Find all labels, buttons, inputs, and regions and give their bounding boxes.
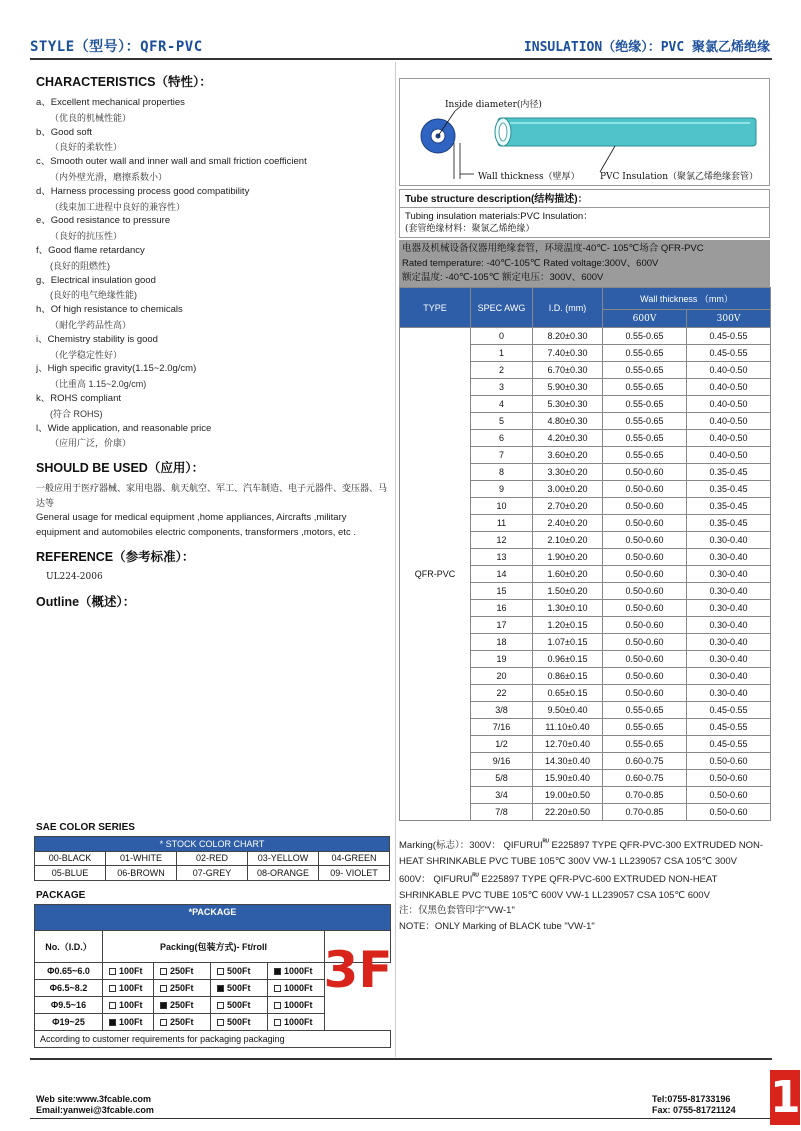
- cell-w300: 0.40-0.50: [687, 430, 771, 447]
- cell-w300: 0.45-0.55: [687, 328, 771, 345]
- cell-w300: 0.30-0.40: [687, 583, 771, 600]
- characteristic-item-cn: （化学稳定性好）: [50, 349, 123, 360]
- packing-option[interactable]: [211, 963, 268, 980]
- checked-box-icon[interactable]: [160, 1002, 167, 1009]
- cell-awg: 22: [471, 685, 533, 702]
- inside-diameter-label: Inside diameter(内径): [445, 100, 542, 110]
- packing-option-label: 100Ft: [119, 983, 143, 993]
- spec-table: [399, 287, 771, 821]
- characteristic-item: h、Of high resistance to chemicals: [36, 304, 183, 316]
- cell-id: 8.20±0.30: [533, 328, 603, 345]
- marking-note-en: NOTE：ONLY Marking of BLACK tube "VW-1": [399, 920, 595, 932]
- rating-line2: Rated temperature: -40℃-105℃ Rated voltage:300V、600V: [402, 257, 659, 269]
- color-cell: 03-YELLOW: [248, 851, 319, 866]
- page-number: 1: [770, 1072, 801, 1123]
- characteristic-item: l、Wide application, and reasonable price: [36, 422, 212, 434]
- footer-rule: [30, 1058, 772, 1060]
- color-chart-table: [34, 836, 390, 881]
- color-cell: 00-BLACK: [35, 851, 106, 866]
- id-range-cell: Φ0.65~6.0: [35, 963, 103, 980]
- outline-title: Outline（概述）：: [36, 595, 136, 609]
- characteristic-item-cn: （良好的抗压性）: [50, 231, 123, 242]
- package-row: [35, 1014, 391, 1031]
- packing-option[interactable]: [154, 980, 211, 997]
- reference-title: REFERENCE（参考标准）：: [36, 550, 195, 564]
- cell-w300: 0.50-0.60: [687, 787, 771, 804]
- cell-w600: 0.55-0.65: [603, 430, 687, 447]
- cell-id: 7.40±0.30: [533, 345, 603, 362]
- unchecked-box-icon[interactable]: [217, 968, 224, 975]
- packing-option[interactable]: [268, 980, 325, 997]
- cell-w600: 0.55-0.65: [603, 379, 687, 396]
- packing-option-label: 250Ft: [170, 983, 194, 993]
- tube-diagram: [399, 78, 770, 186]
- packing-option[interactable]: [154, 963, 211, 980]
- characteristic-item-cn: （耐化学药品性高）: [50, 319, 132, 330]
- cell-w300: 0.35-0.45: [687, 481, 771, 498]
- packing-option-label: 500Ft: [227, 1017, 251, 1027]
- packing-option-label: 100Ft: [119, 1000, 143, 1010]
- cell-awg: 10: [471, 498, 533, 515]
- cell-awg: 7/16: [471, 719, 533, 736]
- cell-w300: 0.50-0.60: [687, 770, 771, 787]
- cell-w600: 0.55-0.65: [603, 447, 687, 464]
- marking-block: [399, 835, 774, 934]
- cell-awg: 11: [471, 515, 533, 532]
- cell-id: 3.60±0.20: [533, 447, 603, 464]
- cell-w300: 0.50-0.60: [687, 753, 771, 770]
- packing-option-label: 250Ft: [170, 1000, 194, 1010]
- packing-option-label: 1000Ft: [284, 1000, 313, 1010]
- characteristic-item: a、Excellent mechanical properties: [36, 97, 185, 108]
- packing-option-label: 250Ft: [170, 1017, 194, 1027]
- packing-option[interactable]: [103, 963, 154, 980]
- cell-w600: 0.50-0.60: [603, 515, 687, 532]
- cell-awg: 20: [471, 668, 533, 685]
- characteristic-item-cn: (良好的电气绝缘性能): [50, 290, 137, 301]
- cell-w600: 0.50-0.60: [603, 685, 687, 702]
- packing-option-label: 1000Ft: [284, 966, 313, 976]
- unchecked-box-icon[interactable]: [217, 1002, 224, 1009]
- packing-option[interactable]: [211, 980, 268, 997]
- 3f-logo: [323, 935, 393, 999]
- color-cell: 01-WHITE: [106, 851, 177, 866]
- sae-color-title: SAE COLOR SERIES: [36, 822, 135, 833]
- telephone: Tel:0755-81733196: [652, 1094, 731, 1104]
- packing-option-label: 500Ft: [227, 1000, 251, 1010]
- cell-id: 4.80±0.30: [533, 413, 603, 430]
- characteristic-item-cn: (良好的阻燃性): [50, 260, 110, 271]
- ul-mark-icon: ᴿᵁ: [472, 873, 479, 881]
- logo-text: 3F: [323, 941, 393, 999]
- cell-w600: 0.50-0.60: [603, 600, 687, 617]
- col-600v: 600V: [603, 310, 687, 328]
- characteristic-item-cn: （线束加工进程中良好的兼容性）: [50, 201, 186, 212]
- color-cell: 05-BLUE: [35, 866, 106, 881]
- cell-w300: 0.35-0.45: [687, 515, 771, 532]
- cell-w300: 0.30-0.40: [687, 685, 771, 702]
- cell-w300: 0.45-0.55: [687, 719, 771, 736]
- col-wall: Wall thickness （mm）: [603, 288, 771, 310]
- characteristic-item-cn: （内外壁光滑，磨擦系数小）: [50, 171, 168, 182]
- color-cell: 06-BROWN: [106, 866, 177, 881]
- cell-w300: 0.40-0.50: [687, 396, 771, 413]
- unchecked-box-icon[interactable]: [274, 985, 281, 992]
- cell-id: 14.30±0.40: [533, 753, 603, 770]
- cell-awg: 18: [471, 634, 533, 651]
- cell-id: 0.86±0.15: [533, 668, 603, 685]
- cell-awg: 5/8: [471, 770, 533, 787]
- cell-awg: 6: [471, 430, 533, 447]
- cell-w300: 0.30-0.40: [687, 532, 771, 549]
- cell-w300: 0.35-0.45: [687, 498, 771, 515]
- cell-id: 4.20±0.30: [533, 430, 603, 447]
- color-cell: 07-GREY: [177, 866, 248, 881]
- cell-id: 15.90±0.40: [533, 770, 603, 787]
- cell-w600: 0.70-0.85: [603, 787, 687, 804]
- cell-awg: 16: [471, 600, 533, 617]
- cell-w600: 0.50-0.60: [603, 498, 687, 515]
- rating-line3: 额定温度: -40℃-105℃ 额定电压：300V、600V: [402, 272, 604, 283]
- cell-awg: 13: [471, 549, 533, 566]
- packing-option[interactable]: [154, 997, 211, 1014]
- structure-line2: (套管绝缘材料：聚氯乙烯绝缘）: [405, 224, 535, 234]
- reference-value: UL224-2006: [46, 572, 103, 582]
- checked-box-icon[interactable]: [109, 1019, 116, 1026]
- cell-id: 2.40±0.20: [533, 515, 603, 532]
- col-300v: 300V: [687, 310, 771, 328]
- cell-w300: 0.30-0.40: [687, 549, 771, 566]
- color-chart-title: * STOCK COLOR CHART: [35, 837, 390, 852]
- packing-option[interactable]: [268, 1014, 325, 1031]
- cell-awg: 3/4: [471, 787, 533, 804]
- table-row: [400, 328, 771, 345]
- cell-w600: 0.55-0.65: [603, 702, 687, 719]
- package-table-title: *PACKAGE: [35, 905, 391, 931]
- characteristic-item-cn: (符合 ROHS): [50, 408, 103, 419]
- cell-w600: 0.55-0.65: [603, 736, 687, 753]
- cell-w600: 0.50-0.60: [603, 549, 687, 566]
- cell-w300: 0.30-0.40: [687, 668, 771, 685]
- package-note: According to customer requirements for packaging packaging: [35, 1031, 391, 1048]
- characteristic-item-cn: （应用广泛，价康）: [50, 438, 132, 449]
- cell-id: 19.00±0.50: [533, 787, 603, 804]
- color-cell: 09- VIOLET: [319, 866, 390, 881]
- packing-option[interactable]: [103, 997, 154, 1014]
- cell-id: 22.20±0.50: [533, 804, 603, 821]
- cell-id: 0.65±0.15: [533, 685, 603, 702]
- footer-bottom-rule: [30, 1118, 772, 1119]
- header-rule: [30, 58, 772, 60]
- email[interactable]: Email:yanwei@3fcable.com: [36, 1105, 154, 1115]
- cell-w300: 0.50-0.60: [687, 804, 771, 821]
- unchecked-box-icon[interactable]: [274, 1002, 281, 1009]
- usage-en: General usage for medical equipment ,home appliances, Aircrafts ,military equipment and automobiles electric components, transformers ,motors, etc .: [36, 512, 356, 538]
- cell-w600: 0.50-0.60: [603, 651, 687, 668]
- cell-awg: 1/2: [471, 736, 533, 753]
- characteristic-item: c、Smooth outer wall and inner wall and small friction coefficient: [36, 156, 307, 168]
- cell-awg: 3: [471, 379, 533, 396]
- cell-w600: 0.60-0.75: [603, 770, 687, 787]
- cell-awg: 12: [471, 532, 533, 549]
- packing-option-label: 1000Ft: [284, 983, 313, 993]
- cell-id: 12.70±0.40: [533, 736, 603, 753]
- packing-option-label: 500Ft: [227, 983, 251, 993]
- cell-w600: 0.55-0.65: [603, 362, 687, 379]
- cell-awg: 9: [471, 481, 533, 498]
- cell-id: 1.60±0.20: [533, 566, 603, 583]
- unchecked-box-icon[interactable]: [109, 985, 116, 992]
- cell-w600: 0.55-0.65: [603, 719, 687, 736]
- packing-option[interactable]: [103, 1014, 154, 1031]
- cell-w600: 0.50-0.60: [603, 566, 687, 583]
- cell-id: 2.10±0.20: [533, 532, 603, 549]
- cell-w300: 0.40-0.50: [687, 362, 771, 379]
- cell-w300: 0.30-0.40: [687, 566, 771, 583]
- packing-option[interactable]: [211, 1014, 268, 1031]
- cell-awg: 0: [471, 328, 533, 345]
- column-divider: [395, 62, 396, 1057]
- cell-id: 5.30±0.30: [533, 396, 603, 413]
- style-title: STYLE（型号）：QFR-PVC: [30, 39, 203, 55]
- packing-option[interactable]: [103, 980, 154, 997]
- cell-awg: 15: [471, 583, 533, 600]
- packing-option-label: 1000Ft: [284, 1017, 313, 1027]
- cell-w600: 0.60-0.75: [603, 753, 687, 770]
- ul-mark-icon: ᴿᵁ: [542, 839, 549, 846]
- cell-w600: 0.50-0.60: [603, 617, 687, 634]
- packing-option[interactable]: [268, 963, 325, 980]
- packing-option-label: 100Ft: [119, 1017, 143, 1027]
- unchecked-box-icon[interactable]: [109, 1002, 116, 1009]
- cell-awg: 14: [471, 566, 533, 583]
- cell-id: 3.00±0.20: [533, 481, 603, 498]
- cell-w300: 0.40-0.50: [687, 379, 771, 396]
- insulation-title: INSULATION（绝缘）：PVC 聚氯乙烯绝缘: [523, 40, 770, 55]
- cell-w300: 0.30-0.40: [687, 600, 771, 617]
- packing-option-label: 100Ft: [119, 966, 143, 976]
- characteristics-list: [36, 96, 391, 451]
- structure-title: Tube structure description(结构描述)：: [400, 190, 769, 208]
- cell-id: 2.70±0.20: [533, 498, 603, 515]
- col-id: I.D. (mm): [533, 288, 603, 328]
- characteristic-item: j、High specific gravity(1.15~2.0g/cm): [36, 363, 197, 375]
- cell-w300: 0.40-0.50: [687, 413, 771, 430]
- usage-cn: 一般应用于医疗器械、家用电器、航天航空、军工、汽车制造、电子元器件、变压器、马达等: [36, 483, 388, 508]
- marking-600v: 600V： $QIFURUI^{ᴿᵁ}$ E225897 TYPE QFR-PVC-600 EXTRUDED NON-HEAT SHRINKABLE PVC TUBE 105℃ 600V VW-1 LL239057 CSA 105℃ 600V: [399, 873, 718, 901]
- color-cell: 04-GREEN: [319, 851, 390, 866]
- characteristic-item: i、Chemistry stability is good: [36, 333, 158, 345]
- cell-w300: 0.45-0.55: [687, 345, 771, 362]
- cell-id: 6.70±0.30: [533, 362, 603, 379]
- color-cell: 02-RED: [177, 851, 248, 866]
- cell-w300: 0.30-0.40: [687, 617, 771, 634]
- cell-awg: 5: [471, 413, 533, 430]
- cell-awg: 17: [471, 617, 533, 634]
- characteristic-item-cn: （优良的机械性能）: [50, 112, 132, 123]
- unchecked-box-icon[interactable]: [160, 985, 167, 992]
- rating-line1: 电器及机械设备仪器用绝缘套管，环境温度-40℃- 105℃场合 QFR-PVC: [402, 243, 704, 254]
- packing-option[interactable]: [154, 1014, 211, 1031]
- cell-w600: 0.55-0.65: [603, 328, 687, 345]
- packing-option-label: 500Ft: [227, 966, 251, 976]
- cell-id: 1.30±0.10: [533, 600, 603, 617]
- col-packing: Packing(包装方式)- Ft/roll: [103, 931, 325, 963]
- cell-w600: 0.50-0.60: [603, 464, 687, 481]
- characteristic-item: k、ROHS compliant: [36, 392, 121, 404]
- type-cell: QFR-PVC: [400, 328, 471, 821]
- packing-option-label: 250Ft: [170, 966, 194, 976]
- cell-id: 1.20±0.15: [533, 617, 603, 634]
- cell-id: 0.96±0.15: [533, 651, 603, 668]
- cell-w600: 0.55-0.65: [603, 345, 687, 362]
- cell-id: 1.50±0.20: [533, 583, 603, 600]
- usage-title: SHOULD BE USED（应用）：: [36, 461, 205, 475]
- cell-w600: 0.55-0.65: [603, 396, 687, 413]
- characteristic-item: f、Good flame retardancy: [36, 244, 145, 256]
- cell-awg: 7: [471, 447, 533, 464]
- id-range-cell: Φ9.5~16: [35, 997, 103, 1014]
- cell-w300: 0.30-0.40: [687, 634, 771, 651]
- unchecked-box-icon[interactable]: [274, 1019, 281, 1026]
- cell-awg: 2: [471, 362, 533, 379]
- pvc-insulation-label: PVC Insulation（聚氯乙烯绝缘套管）: [600, 172, 759, 182]
- cell-w600: 0.55-0.65: [603, 413, 687, 430]
- cell-w300: 0.45-0.55: [687, 736, 771, 753]
- package-row: [35, 997, 391, 1014]
- fax: Fax: 0755-81721124: [652, 1105, 736, 1115]
- unchecked-box-icon[interactable]: [109, 968, 116, 975]
- checked-box-icon[interactable]: [217, 985, 224, 992]
- packing-option[interactable]: [211, 997, 268, 1014]
- cell-w600: 0.70-0.85: [603, 804, 687, 821]
- cell-awg: 7/8: [471, 804, 533, 821]
- characteristic-item-cn: （良好的柔软性）: [50, 142, 123, 153]
- cell-id: 11.10±0.40: [533, 719, 603, 736]
- cell-id: 3.30±0.20: [533, 464, 603, 481]
- cell-w600: 0.50-0.60: [603, 532, 687, 549]
- characteristics-title: CHARACTERISTICS（特性）：: [36, 75, 212, 89]
- cell-id: 1.07±0.15: [533, 634, 603, 651]
- col-id-range: No.（I.D.）: [35, 931, 103, 963]
- package-title: PACKAGE: [36, 890, 86, 901]
- cell-awg: 8: [471, 464, 533, 481]
- unchecked-box-icon[interactable]: [160, 1019, 167, 1026]
- cell-w600: 0.50-0.60: [603, 481, 687, 498]
- cell-id: 5.90±0.30: [533, 379, 603, 396]
- cell-awg: 4: [471, 396, 533, 413]
- cell-awg: 3/8: [471, 702, 533, 719]
- marking-300v: Marking(标志）：300V： $QIFURUI^{ᴿᵁ}$ E225897 TYPE QFR-PVC-300 EXTRUDED NON-HEAT SHRINKABLE PVC TUBE 105℃ 300V VW-1 LL239057 CSA 105℃ 300V: [399, 839, 764, 867]
- cell-id: 9.50±0.40: [533, 702, 603, 719]
- characteristic-item: b、Good soft: [36, 126, 92, 138]
- id-range-cell: Φ6.5~8.2: [35, 980, 103, 997]
- col-type: TYPE: [400, 288, 471, 328]
- cell-w300: 0.30-0.40: [687, 651, 771, 668]
- cell-w600: 0.50-0.60: [603, 634, 687, 651]
- rating-box: [399, 240, 770, 287]
- checked-box-icon[interactable]: [274, 968, 281, 975]
- characteristic-item: d、Harness processing process good compatibility: [36, 185, 250, 197]
- characteristic-item: e、Good resistance to pressure: [36, 215, 171, 227]
- cell-w300: 0.40-0.50: [687, 447, 771, 464]
- cell-w300: 0.45-0.55: [687, 702, 771, 719]
- characteristic-item-cn: （比重高 1.15~2.0g/cm): [50, 379, 147, 390]
- unchecked-box-icon[interactable]: [217, 1019, 224, 1026]
- structure-box: [399, 189, 770, 238]
- cell-awg: 9/16: [471, 753, 533, 770]
- cell-awg: 19: [471, 651, 533, 668]
- marking-note-cn: 注：仅黑色套管印字"VW-1": [399, 905, 515, 917]
- cell-w300: 0.35-0.45: [687, 464, 771, 481]
- packing-option[interactable]: [268, 997, 325, 1014]
- col-awg: SPEC AWG: [471, 288, 533, 328]
- website[interactable]: Web site:www.3fcable.com: [36, 1094, 152, 1104]
- characteristic-item: g、Electrical insulation good: [36, 274, 156, 286]
- structure-line1: Tubing insulation materials:PVC Insulation：: [405, 211, 593, 222]
- cell-id: 1.90±0.20: [533, 549, 603, 566]
- cell-w600: 0.50-0.60: [603, 668, 687, 685]
- id-range-cell: Φ19~25: [35, 1014, 103, 1031]
- cell-awg: 1: [471, 345, 533, 362]
- color-cell: 08-ORANGE: [248, 866, 319, 881]
- cell-w600: 0.50-0.60: [603, 583, 687, 600]
- wall-thickness-label: Wall thickness（壁厚）: [478, 172, 580, 182]
- unchecked-box-icon[interactable]: [160, 968, 167, 975]
